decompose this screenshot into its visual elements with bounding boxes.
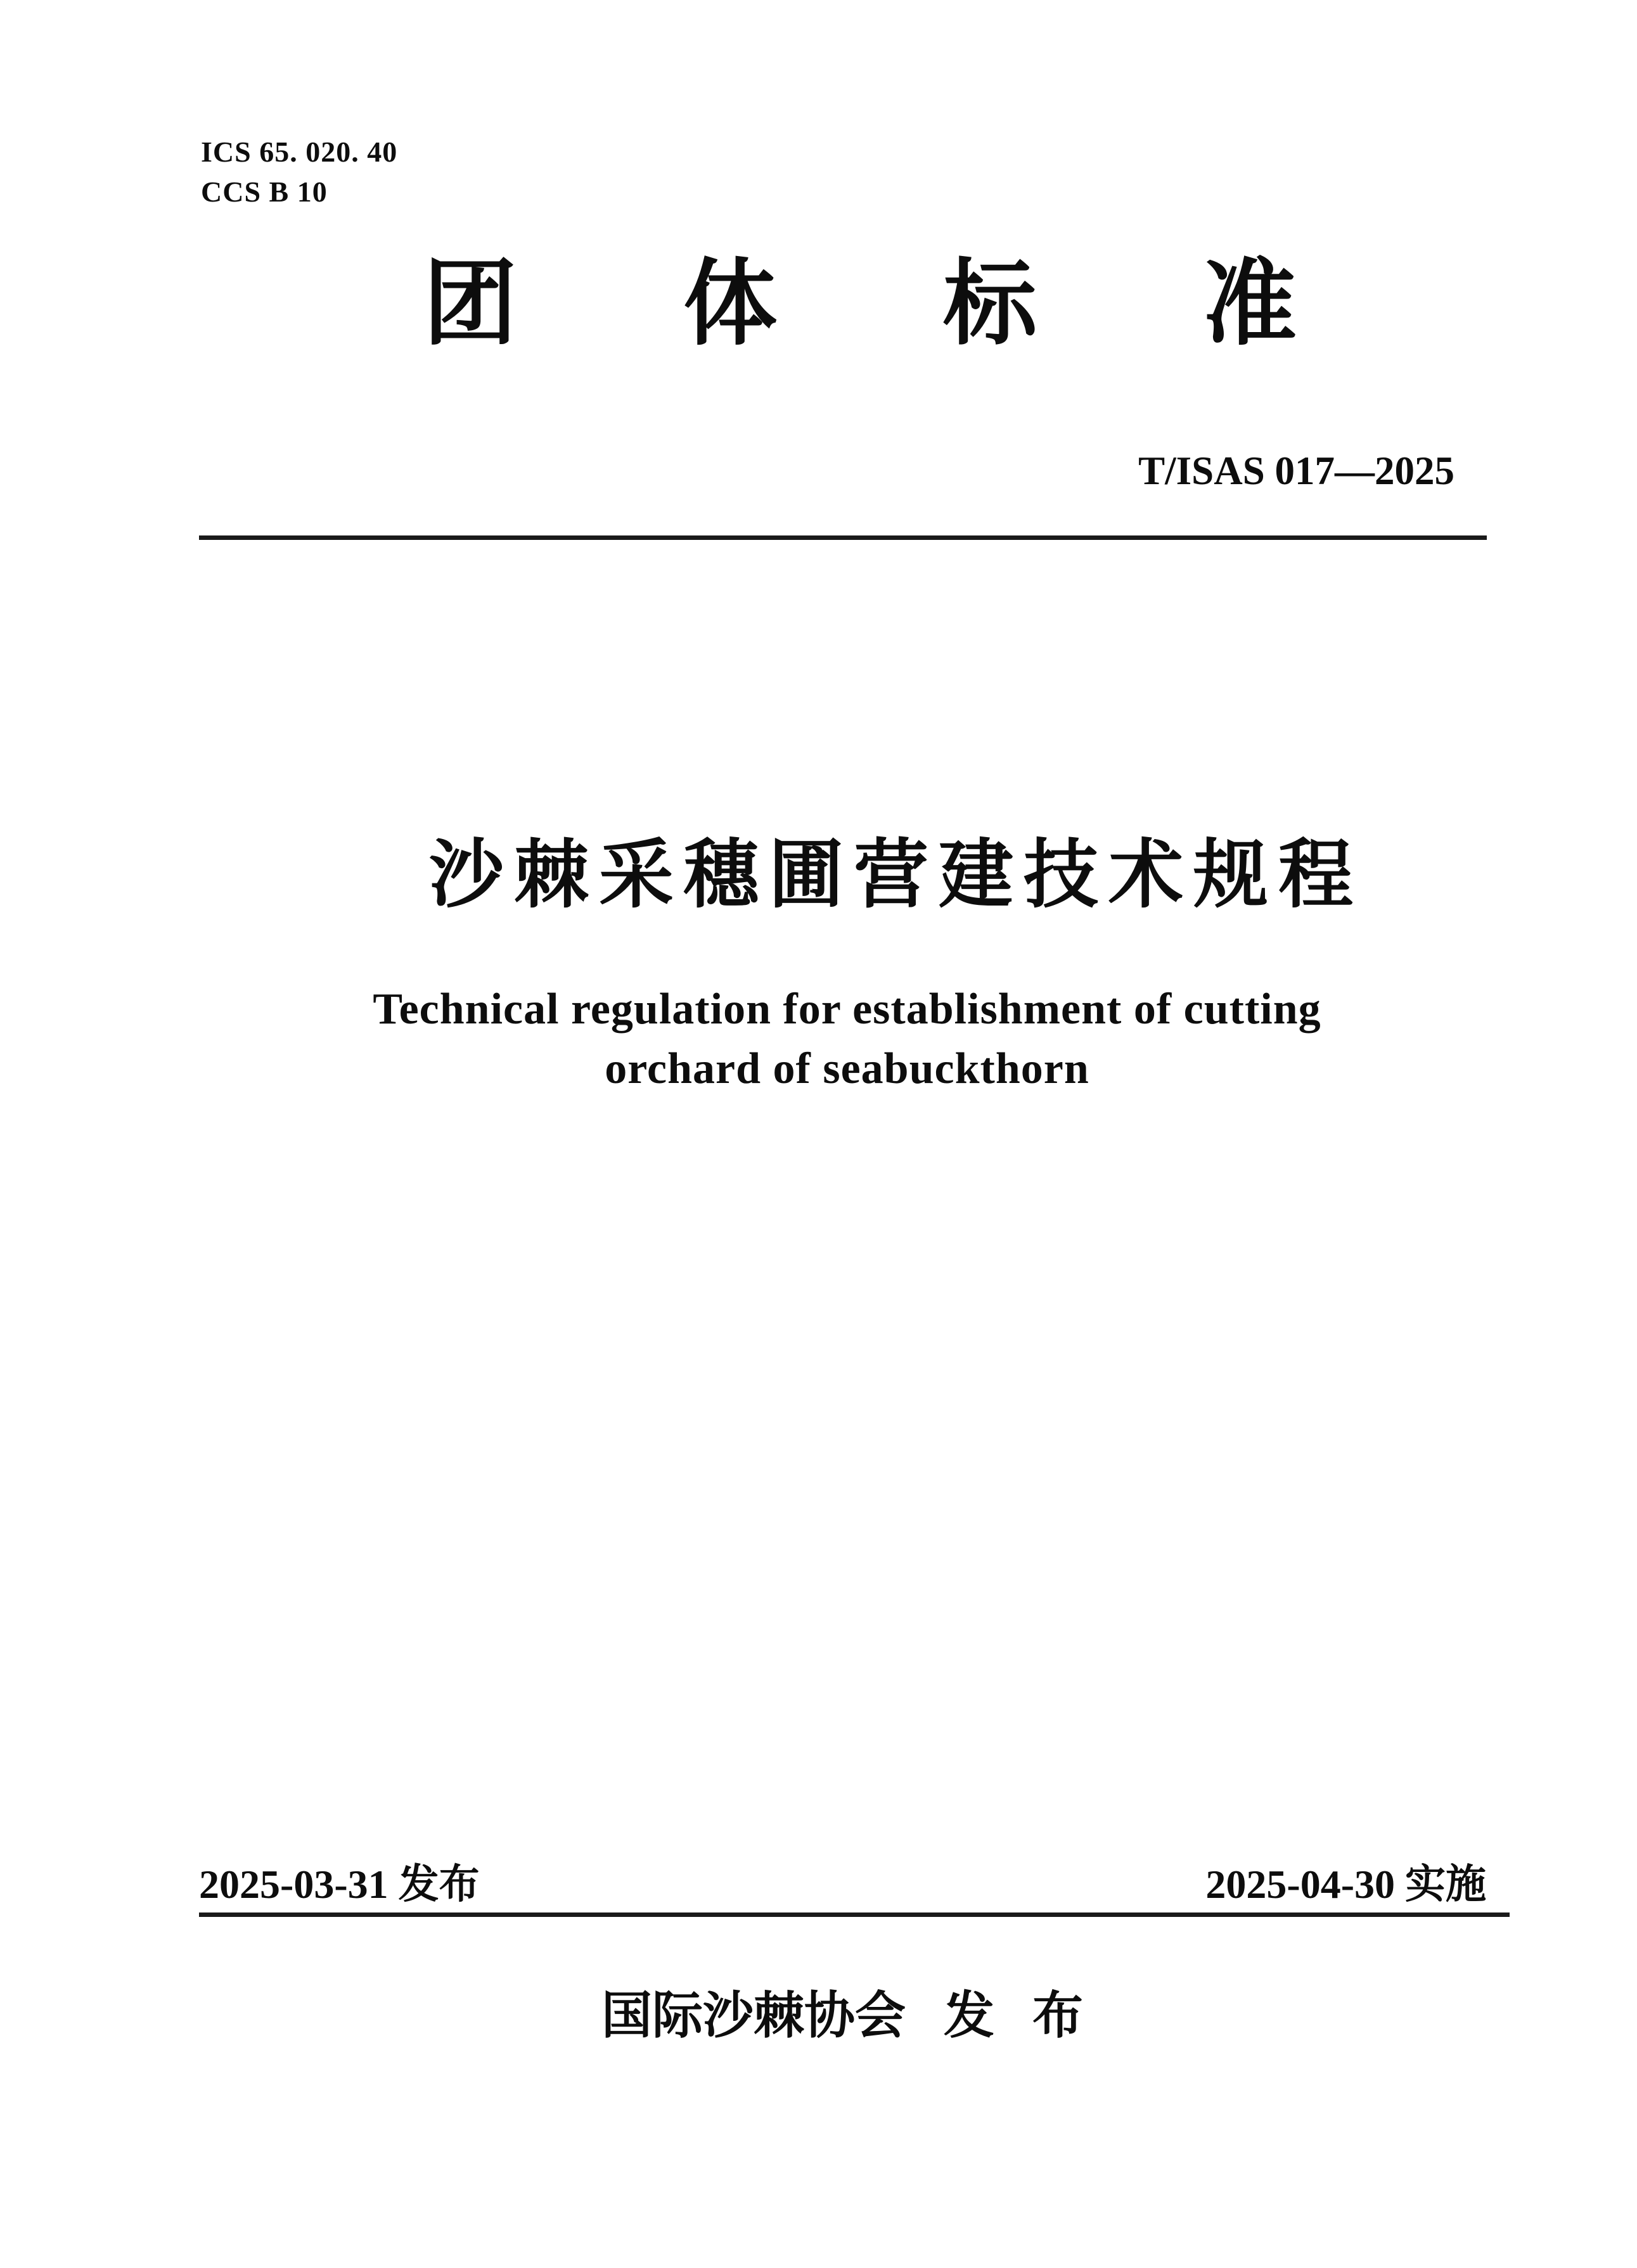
standard-type-heading: 团体标准: [423, 252, 1463, 356]
dates-row: [199, 1864, 1486, 1905]
document-title-chinese: 沙棘采穗圃营建技术规程: [429, 833, 1364, 917]
footer-rule: [199, 1912, 1510, 1917]
implement-date: 2025-04-30 实施: [1205, 1862, 1486, 1907]
classification-codes: [201, 132, 397, 212]
document-title-english: [0, 980, 1637, 1099]
header-rule: [199, 535, 1487, 540]
standard-number: T/ISAS 017—2025: [1138, 449, 1454, 493]
ics-code: ICS 65. 020. 40: [201, 136, 398, 168]
ccs-code: CCS B 10: [201, 176, 328, 208]
document-title-english-line1: Technical regulation for establishment of cutting: [373, 985, 1321, 1034]
issue-date: 2025-03-31 发布: [199, 1862, 480, 1907]
document-title-english-line2: orchard of seabuckthorn: [605, 1044, 1089, 1093]
publisher-line: 国际沙棘协会 发 布: [601, 1989, 1083, 2044]
